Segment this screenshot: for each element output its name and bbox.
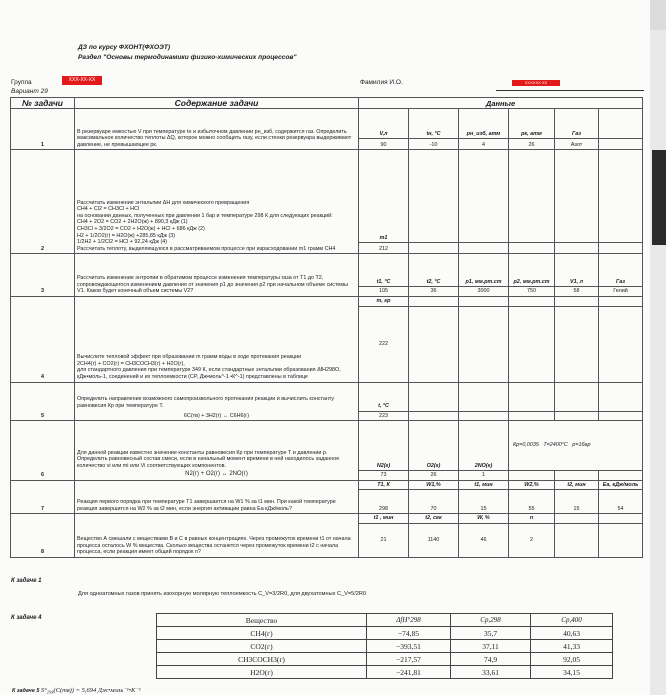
thermo-cell: −241,81 [367, 666, 451, 679]
empty-cell [459, 382, 509, 411]
data-value: Гелий [599, 287, 643, 297]
data-head: m1 [359, 150, 409, 243]
background-dark-object [652, 150, 666, 245]
data-head: V1, л [555, 254, 599, 287]
empty-cell [409, 411, 459, 421]
empty-cell [599, 306, 643, 382]
empty-cell [509, 296, 555, 306]
table-row [11, 421, 643, 471]
empty-cell [509, 306, 555, 382]
data-value: 46 [459, 523, 509, 557]
data-head: t1, °C [359, 254, 409, 287]
empty-cell [599, 150, 643, 243]
thermo-cell: 74,9 [451, 653, 531, 666]
data-head: m, гр [359, 296, 409, 306]
data-value: 15 [459, 490, 509, 514]
empty-cell [599, 514, 643, 524]
empty-cell [599, 296, 643, 306]
section-title: Раздел "Основы термодинамики физико-химических процессов" [78, 54, 297, 61]
thermo-data-table [156, 613, 613, 679]
table-row [11, 296, 643, 306]
thermo-row [157, 653, 613, 666]
empty-cell [555, 382, 599, 411]
col-task-content: Содержание задачи [75, 98, 359, 109]
thermo-cell: 34,15 [531, 666, 613, 679]
empty-cell [509, 471, 555, 481]
data-head: рк, атм [509, 109, 555, 139]
empty-cell [599, 411, 643, 421]
data-value: 36 [409, 287, 459, 297]
empty-cell [459, 306, 509, 382]
empty-cell [555, 150, 599, 243]
data-value: 212 [359, 243, 409, 254]
table-row [11, 514, 643, 524]
empty-cell [509, 150, 555, 243]
name-label: Фамилия И.О. [360, 79, 403, 86]
thermo-cell: −393,51 [367, 640, 451, 653]
data-value: 4 [459, 139, 509, 150]
empty-cell [409, 296, 459, 306]
task-equation: 6C(тв) + 3H2(г) ↔ C6H6(г) [183, 412, 250, 419]
data-value: 222 [359, 306, 409, 382]
data-head: Газ [599, 254, 643, 287]
empty-cell [599, 471, 643, 481]
empty-cell [459, 296, 509, 306]
data-head: 2NO(г) [459, 421, 509, 471]
task-number: 4 [11, 296, 75, 382]
empty-cell [599, 139, 643, 150]
data-value: 26 [409, 471, 459, 481]
task-number: 8 [11, 514, 75, 558]
thermo-cell: −74,85 [367, 627, 451, 640]
data-value: 2 [509, 523, 555, 557]
task-equation: N2(г) + O2(г) ↔ 2NO(г) [185, 471, 248, 478]
data-head: t2, мин [555, 480, 599, 490]
data-head: Газ [555, 109, 599, 139]
empty-cell [599, 382, 643, 411]
course-title: ДЗ по курсу ФХОНТ(ФХОЭТ) [78, 44, 171, 51]
empty-cell [599, 523, 643, 557]
data-head: t2, сек [409, 514, 459, 524]
empty-cell [459, 150, 509, 243]
equilibrium-params [509, 421, 643, 471]
task-text: Вычислите тепловой эффект при образовании m грамм воды в ходе протекания реакции 2CH4(г) + CO2(г) = CH3COCH3(г) + H2O(г), для стандартного давления при температуре 349 К, если стандартные энтальпии образования ΔfH298O, кДж•моль-1, соединений и их теплоемкости (CP, Дж•моль^-1 •К^-1) представлены в таблице [75, 296, 359, 382]
data-head: t, °C [359, 382, 409, 411]
data-value: 223 [359, 411, 409, 421]
empty-cell [555, 296, 599, 306]
background-photo-edge [650, 0, 666, 695]
note1-text: Для одноатомных газов принять изохорную молярную теплоемкость С_V=3/2R0, для двухатомных С_V=5/2R0 [78, 591, 367, 597]
empty-cell [409, 150, 459, 243]
thermo-cell: CO2(г) [157, 640, 367, 653]
data-value: 1140 [409, 523, 459, 557]
task-text: Для данной реакции известно значение константы равновесия Кр при температуре Т и давлении р. Определить равновесный состав смеси, если в начальный момент времени в ней находилось заданное количество νi или mi или Vi соответствующих компонентов. [77, 449, 340, 469]
task-number: 3 [11, 254, 75, 297]
note5-label: К задаче 5 [12, 688, 40, 694]
thermo-cell: 35,7 [451, 627, 531, 640]
empty-cell [555, 523, 599, 557]
data-head: W1,% [409, 480, 459, 490]
data-value: 15 [555, 490, 599, 514]
data-head: рн_изб, атм [459, 109, 509, 139]
background-shade [650, 0, 666, 30]
task-text: Рассчитать изменение энтальпии ΔН для химического превращения CH4 + Cl2 = CH3Cl + HCl на основании данных, полученных при давлении 1 бар и температуре 298 К для следующих реакций: CH4 + 2O2 = CO2 + 2H2O(ж) + 890,3 кДж (1) CH3Cl + 3/2O2 = CO2 + H2O(ж) + HCl + 686 кДж (2) H2 + 1/2O2(г) = H2O(ж) +285,85 кДж (3) 1/2H2 + 1/2Cl2 = HCl + 92,24 кДж (4) Рассчитать теплоту, выделяющуюся в рассматриваемом процессе при израсходовании m1 грамм CH4 [75, 150, 359, 254]
empty-cell [509, 411, 555, 421]
thermo-cell: −217,57 [367, 653, 451, 666]
table-row [11, 382, 643, 411]
data-value: 55 [509, 490, 555, 514]
empty-cell [599, 109, 643, 139]
task-number: 6 [11, 421, 75, 481]
empty-cell [509, 382, 555, 411]
table-row [11, 480, 643, 490]
data-value: Азот [555, 139, 599, 150]
data-value: 105 [359, 287, 409, 297]
thermo-row [157, 627, 613, 640]
thermo-row [157, 640, 613, 653]
thermo-head: Вещество [157, 614, 367, 627]
task-text: Рассчитать изменение энтропии в обратимом процессе изменения температуры газа от Т1 до Т2, сопровождающегося изменением давления от значения р1 до значения р2 при начальном объеме системы V1. Каков будет конечный объем системы V2? [75, 254, 359, 297]
task-text: Реакция первого порядка при температуре Т1 завершается на W1 % за t1 мин. При какой температуре реакция завершится на W2 % за t2 мин, если энергия активации равна Еа кДж/моль? [75, 480, 359, 514]
name-value-redacted: ХХХХХХ ХХ [512, 80, 560, 86]
table-row [11, 150, 643, 243]
task-text: Определить направление возможного самопроизвольного протекания реакции и вычислить константу равновесия Кр при температуре Т. [77, 396, 335, 409]
data-value: 750 [509, 287, 555, 297]
note5-text: S°₂₉₈(C(тв)) = 5,694 Дж•моль⁻¹•К⁻¹ [40, 687, 141, 694]
thermo-cell: 33,61 [451, 666, 531, 679]
table-header-row [11, 98, 643, 109]
data-value: 54 [599, 490, 643, 514]
data-head: W2,% [509, 480, 555, 490]
data-value: -10 [409, 139, 459, 150]
thermo-head: Cp,400 [531, 614, 613, 627]
data-head: р2, мм.рт.ст [509, 254, 555, 287]
empty-cell [599, 243, 643, 254]
data-head: t1 , мин [359, 514, 409, 524]
variant-label: Вариант 29 [11, 88, 48, 95]
data-head: t2, °C [409, 254, 459, 287]
empty-cell [459, 411, 509, 421]
data-value: 58 [555, 287, 599, 297]
thermo-cell: 92,05 [531, 653, 613, 666]
empty-cell [509, 243, 555, 254]
data-head: W, % [459, 514, 509, 524]
empty-cell [409, 306, 459, 382]
empty-cell [409, 382, 459, 411]
name-underline [496, 90, 644, 91]
thermo-cell: CH4(г) [157, 627, 367, 640]
data-head: N2(г) [359, 421, 409, 471]
col-data [359, 98, 643, 109]
data-value: 26 [509, 139, 555, 150]
thermo-header-row [157, 614, 613, 627]
table-row [11, 109, 643, 139]
task-text: В резервуаре емкостью V при температуре tн и избыточном давлении рн_изб, содержится газ. Определить максимальное количество теплоты ΔQ, которое можно сообщить газу, если стенки резервуара выдерживают давление, не превышающее рк. [75, 109, 359, 150]
empty-cell [555, 471, 599, 481]
thermo-head: ΔfH°298 [367, 614, 451, 627]
note1-label: К задаче 1 [11, 578, 42, 584]
task-number: 7 [11, 480, 75, 514]
task-number: 2 [11, 150, 75, 254]
data-head: Еа, кДж/моль [599, 480, 643, 490]
data-value: 1 [459, 471, 509, 481]
data-value: 21 [359, 523, 409, 557]
thermo-cell: CH3COCH3(г) [157, 653, 367, 666]
task-number: 5 [11, 382, 75, 421]
empty-cell [555, 243, 599, 254]
data-head: V,л [359, 109, 409, 139]
table-row [11, 254, 643, 287]
thermo-cell: H2O(г) [157, 666, 367, 679]
empty-cell [459, 243, 509, 254]
data-head: tн, °C [409, 109, 459, 139]
data-head: n [509, 514, 555, 524]
col-data-label: Данные [485, 99, 516, 108]
data-head: t1, мин [459, 480, 509, 490]
data-head: O2(г) [409, 421, 459, 471]
task-number: 1 [11, 109, 75, 150]
thermo-cell: 41,33 [531, 640, 613, 653]
note5 [12, 686, 141, 694]
data-value: 73 [359, 471, 409, 481]
group-value-redacted: ХХХ-ХХ-ХХ [62, 76, 102, 85]
thermo-row [157, 666, 613, 679]
empty-cell [555, 514, 599, 524]
group-label: Группа [11, 79, 32, 86]
data-value: 298 [359, 490, 409, 514]
col-task-no: № задачи [11, 98, 75, 109]
data-head: р1, мм.рт.ст [459, 254, 509, 287]
tasks-table [10, 97, 643, 558]
task-text-cell [75, 382, 359, 421]
empty-cell [409, 243, 459, 254]
thermo-head: Cp,298 [451, 614, 531, 627]
thermo-cell: 37,11 [451, 640, 531, 653]
data-value: 70 [409, 490, 459, 514]
temperature-value: Т=2400°С [543, 442, 568, 449]
data-head: Т1, К [359, 480, 409, 490]
task-text-cell [75, 421, 359, 481]
thermo-cell: 40,63 [531, 627, 613, 640]
empty-cell [555, 306, 599, 382]
pressure-value: р=1бар [572, 442, 591, 449]
note4-label: К задаче 4 [11, 615, 42, 621]
empty-cell [555, 411, 599, 421]
data-value: 3000 [459, 287, 509, 297]
data-value: 90 [359, 139, 409, 150]
task-text: Вещество А смешали с веществами В и С в равных концентрациях. Через промежуток времени t1 от начала процесса осталось W % вещества. Сколько вещества останется через промежуток времени t2 с начала процесса, если реакция имеет общий порядок n? [75, 514, 359, 558]
kp-value: Кр=0,0035 [513, 442, 539, 449]
